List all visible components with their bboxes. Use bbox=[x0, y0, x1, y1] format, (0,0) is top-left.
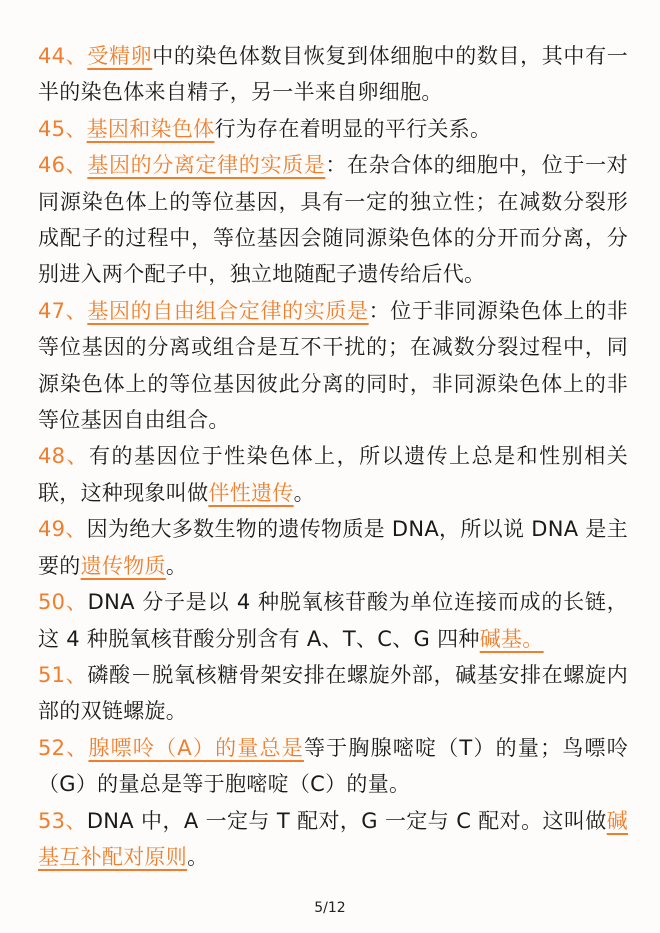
item-number: 46、 bbox=[38, 153, 88, 178]
item-text: 。 bbox=[165, 553, 188, 578]
knowledge-point-item bbox=[38, 293, 628, 439]
item-text: 。 bbox=[293, 480, 315, 505]
highlighted-term: 基因的分离定律的实质是 bbox=[87, 153, 326, 178]
item-text: 。 bbox=[187, 844, 209, 869]
highlighted-term: 碱基互补配对原则 bbox=[38, 808, 628, 869]
highlighted-term: 基因和染色体 bbox=[86, 116, 215, 141]
knowledge-point-item bbox=[38, 803, 628, 876]
item-number: 44、 bbox=[38, 44, 88, 68]
highlighted-term: 伴性遗传 bbox=[208, 480, 294, 505]
item-text: DNA 分子是以 4 种脱氧核苷酸为单位连接而成的长链，这 4 种脱氧核苷酸分别含有 A、T、C、G 四种 bbox=[38, 590, 628, 651]
item-text: 中的染色体数目恢复到体细胞中的数目，其中有一半的染色体来自精子，另一半来自卵细胞。 bbox=[38, 44, 629, 105]
item-text: DNA 中，A 一定与 T 配对，G 一定与 C 配对。这叫做 bbox=[86, 808, 607, 833]
knowledge-point-item bbox=[38, 730, 628, 803]
highlighted-term: 遗传物质 bbox=[80, 553, 166, 578]
highlighted-term: 腺嘌呤（A）的量总是 bbox=[88, 735, 304, 760]
item-number: 49、 bbox=[38, 517, 87, 542]
highlighted-term: 基因的自由组合定律的实质是 bbox=[87, 298, 369, 323]
knowledge-point-item bbox=[38, 657, 628, 730]
item-number: 47、 bbox=[38, 298, 88, 323]
item-number: 52、 bbox=[38, 735, 89, 760]
knowledge-point-item bbox=[38, 147, 628, 293]
knowledge-point-list bbox=[38, 38, 628, 875]
item-text: 行为存在着明显的平行关系。 bbox=[214, 116, 492, 141]
item-number: 51、 bbox=[38, 662, 88, 687]
knowledge-point-item bbox=[38, 438, 628, 511]
item-number: 48、 bbox=[38, 444, 90, 469]
item-number: 50、 bbox=[38, 590, 88, 615]
page-number: 5/12 bbox=[314, 900, 346, 916]
knowledge-point-item bbox=[38, 38, 628, 111]
knowledge-point-item bbox=[38, 584, 628, 657]
item-text: 等于胸腺嘧啶（T）的量；鸟嘌呤（G）的量总是等于胞嘧啶（C）的量。 bbox=[38, 735, 629, 797]
item-text: ：在杂合体的细胞中，位于一对同源染色体上的等位基因，具有一定的独立性；在减数分裂形成配子的过程中，等位基因会随同源染色体的分开而分离，分别进入两个配子中，独立地随配子遗传给后代。 bbox=[38, 153, 629, 287]
item-text: 磷酸－脱氧核糖骨架安排在螺旋外部，碱基安排在螺旋内部的双链螺旋。 bbox=[38, 662, 629, 724]
highlighted-term: 碱基。 bbox=[479, 626, 544, 651]
item-number: 53、 bbox=[38, 808, 87, 833]
item-text: 有的基因位于性染色体上，所以遗传上总是和性别相关联，这种现象叫做 bbox=[38, 444, 629, 505]
item-text: 因为绝大多数生物的遗传物质是 DNA，所以说 DNA 是主要的 bbox=[38, 517, 628, 578]
knowledge-point-item bbox=[38, 511, 628, 584]
highlighted-term: 受精卵 bbox=[87, 44, 153, 68]
item-number: 45、 bbox=[38, 116, 87, 141]
item-text: ：位于非同源染色体上的非等位基因的分离或组合是互不干扰的；在减数分裂过程中，同源染色体上的等位基因彼此分离的同时，非同源染色体上的非等位基因自由组合。 bbox=[38, 298, 629, 433]
knowledge-point-item bbox=[38, 111, 628, 147]
